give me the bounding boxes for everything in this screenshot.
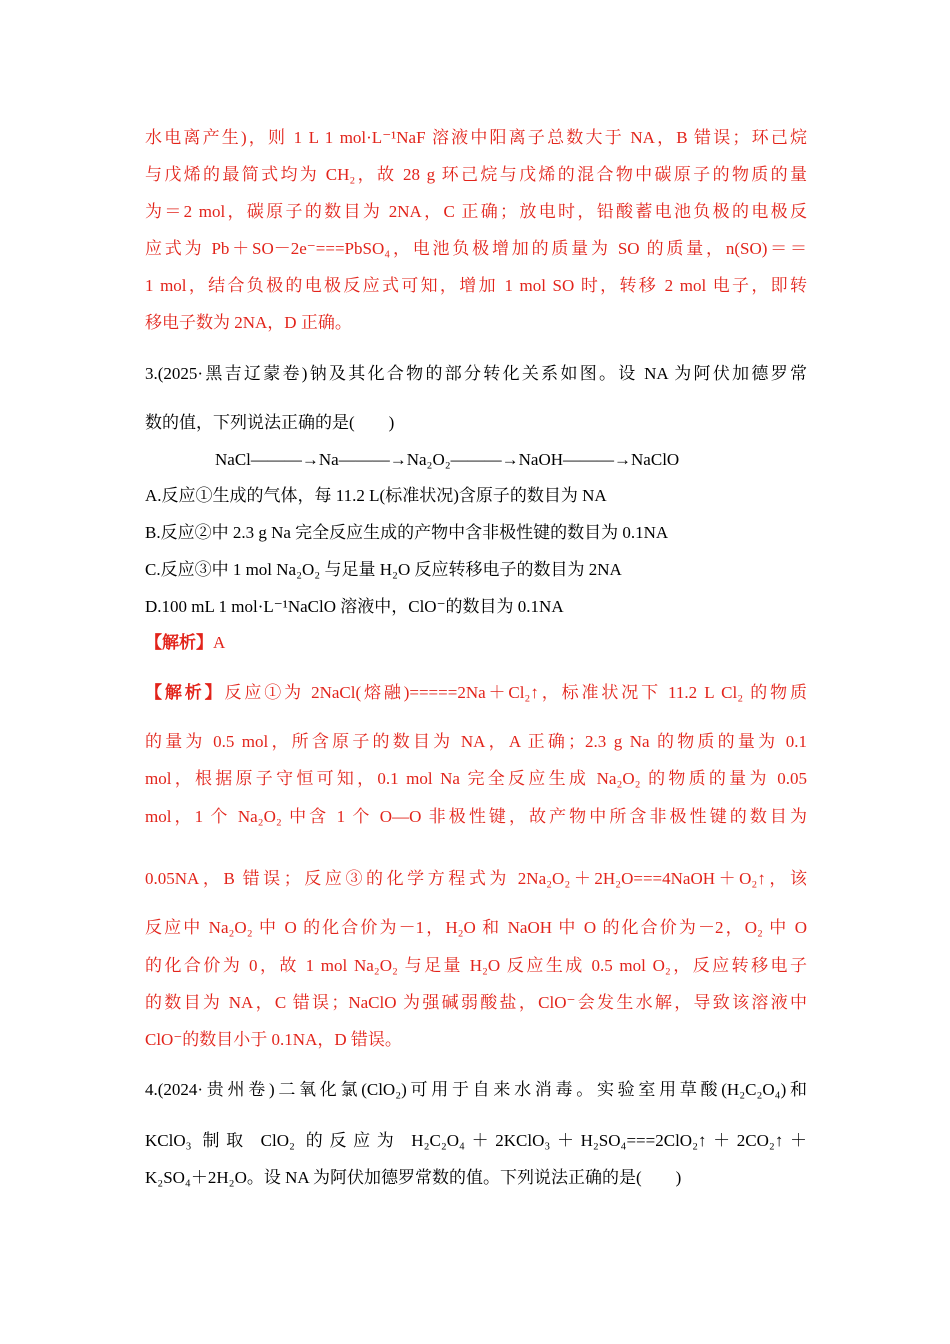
q4-stem-line-3: K₂SO₄＋2H₂O。设 NA 为阿伏加德罗常数的值。下列说法正确的是( )	[145, 1168, 682, 1187]
q3-explanation-line-8: 的数目为 NA，C 错误；NaClO 为强碱弱酸盐，ClO⁻会发生水解，导致该溶液中	[145, 993, 807, 1012]
q3-option-a: A.反应①生成的气体，每 11.2 L(标准状况)含原子的数目为 NA	[145, 486, 607, 505]
q3-explanation-line-2: 的量为 0.5 mol，所含原子的数目为 NA，A 正确；2.3 g Na 的物质的量为 0.1	[145, 732, 807, 751]
q2-explanation-line-3: 为＝2 mol，碳原子的数目为 2NA，C 正确；放电时，铅酸蓄电池负极的电极反	[145, 202, 807, 221]
q2-explanation-line-2: 与戊烯的最简式均为 CH₂，故 28 g 环己烷与戊烯的混合物中碳原子的物质的量	[145, 165, 807, 184]
q2-explanation-line-4: 应式为 Pb＋SO－2e⁻===PbSO₄，电池负极增加的质量为 SO 的质量，n(SO)＝＝	[145, 239, 807, 258]
q3-explanation-line-1	[145, 682, 807, 704]
q3-explanation-line-5: 0.05NA，B 错误；反应③的化学方程式为 2Na₂O₂＋2H₂O===4NaOH＋O₂↑，该	[145, 869, 807, 888]
q2-explanation-line-5: 1 mol，结合负极的电极反应式可知，增加 1 mol SO 时，转移 2 mol 电子，即转	[145, 276, 807, 295]
q3-option-d: D.100 mL 1 mol·L⁻¹NaClO 溶液中，ClO⁻的数目为 0.1NA	[145, 597, 564, 616]
q3-stem-line-1: 3.(2025·黑吉辽蒙卷)钠及其化合物的部分转化关系如图。设 NA 为阿伏加德罗常	[145, 364, 807, 383]
explanation-label: 【解析】	[145, 683, 225, 702]
q3-explanation-line-3: mol，根据原子守恒可知，0.1 mol Na 完全反应生成 Na₂O₂ 的物质的量为 0.05	[145, 769, 807, 788]
answer-label: 【解析】	[145, 633, 213, 652]
q3-explanation-line-9: ClO⁻的数目小于 0.1NA，D 错误。	[145, 1030, 402, 1049]
answer-value: A	[213, 633, 226, 652]
q2-explanation-line-6: 移电子数为 2NA，D 正确。	[145, 313, 352, 332]
q3-explanation-line-6: 反应中 Na₂O₂ 中 O 的化合价为－1，H₂O 和 NaOH 中 O 的化合价为－2，O₂ 中 O	[145, 918, 807, 937]
q3-answer-row	[145, 632, 807, 654]
q4-stem-line-2: KClO₃ 制取 ClO₂ 的反应为 H₂C₂O₄＋2KClO₃＋H₂SO₄===2ClO₂↑＋2CO₂↑＋	[145, 1131, 807, 1150]
q4-stem-line-1: 4.(2024·贵州卷)二氧化氯(ClO₂)可用于自来水消毒。实验室用草酸(H₂C₂O₄)和	[145, 1080, 807, 1099]
q3-stem-line-2: 数的值，下列说法正确的是( )	[145, 413, 395, 432]
q3-option-c: C.反应③中 1 mol Na₂O₂ 与足量 H₂O 反应转移电子的数目为 2NA	[145, 560, 622, 579]
q2-explanation-line-1: 水电离产生)，则 1 L 1 mol·L⁻¹NaF 溶液中阳离子总数大于 NA，B 错误；环己烷	[145, 128, 807, 147]
q3-option-b: B.反应②中 2.3 g Na 完全反应生成的产物中含非极性键的数目为 0.1NA	[145, 523, 669, 542]
conversion-chain: NaCl———→Na———→Na₂O₂———→NaOH———→NaClO	[215, 450, 680, 469]
q3-explanation-line-4: mol，1 个 Na₂O₂ 中含 1 个 O—O 非极性键，故产物中所含非极性键的数目为	[145, 807, 807, 826]
explanation-text-1: 反应①为 2NaCl(熔融)=====2Na＋Cl₂↑，标准状况下 11.2 L Cl₂ 的物质	[224, 683, 808, 702]
q3-explanation-line-7: 的化合价为 0，故 1 mol Na₂O₂ 与足量 H₂O 反应生成 0.5 mol O₂，反应转移电子	[145, 956, 807, 975]
